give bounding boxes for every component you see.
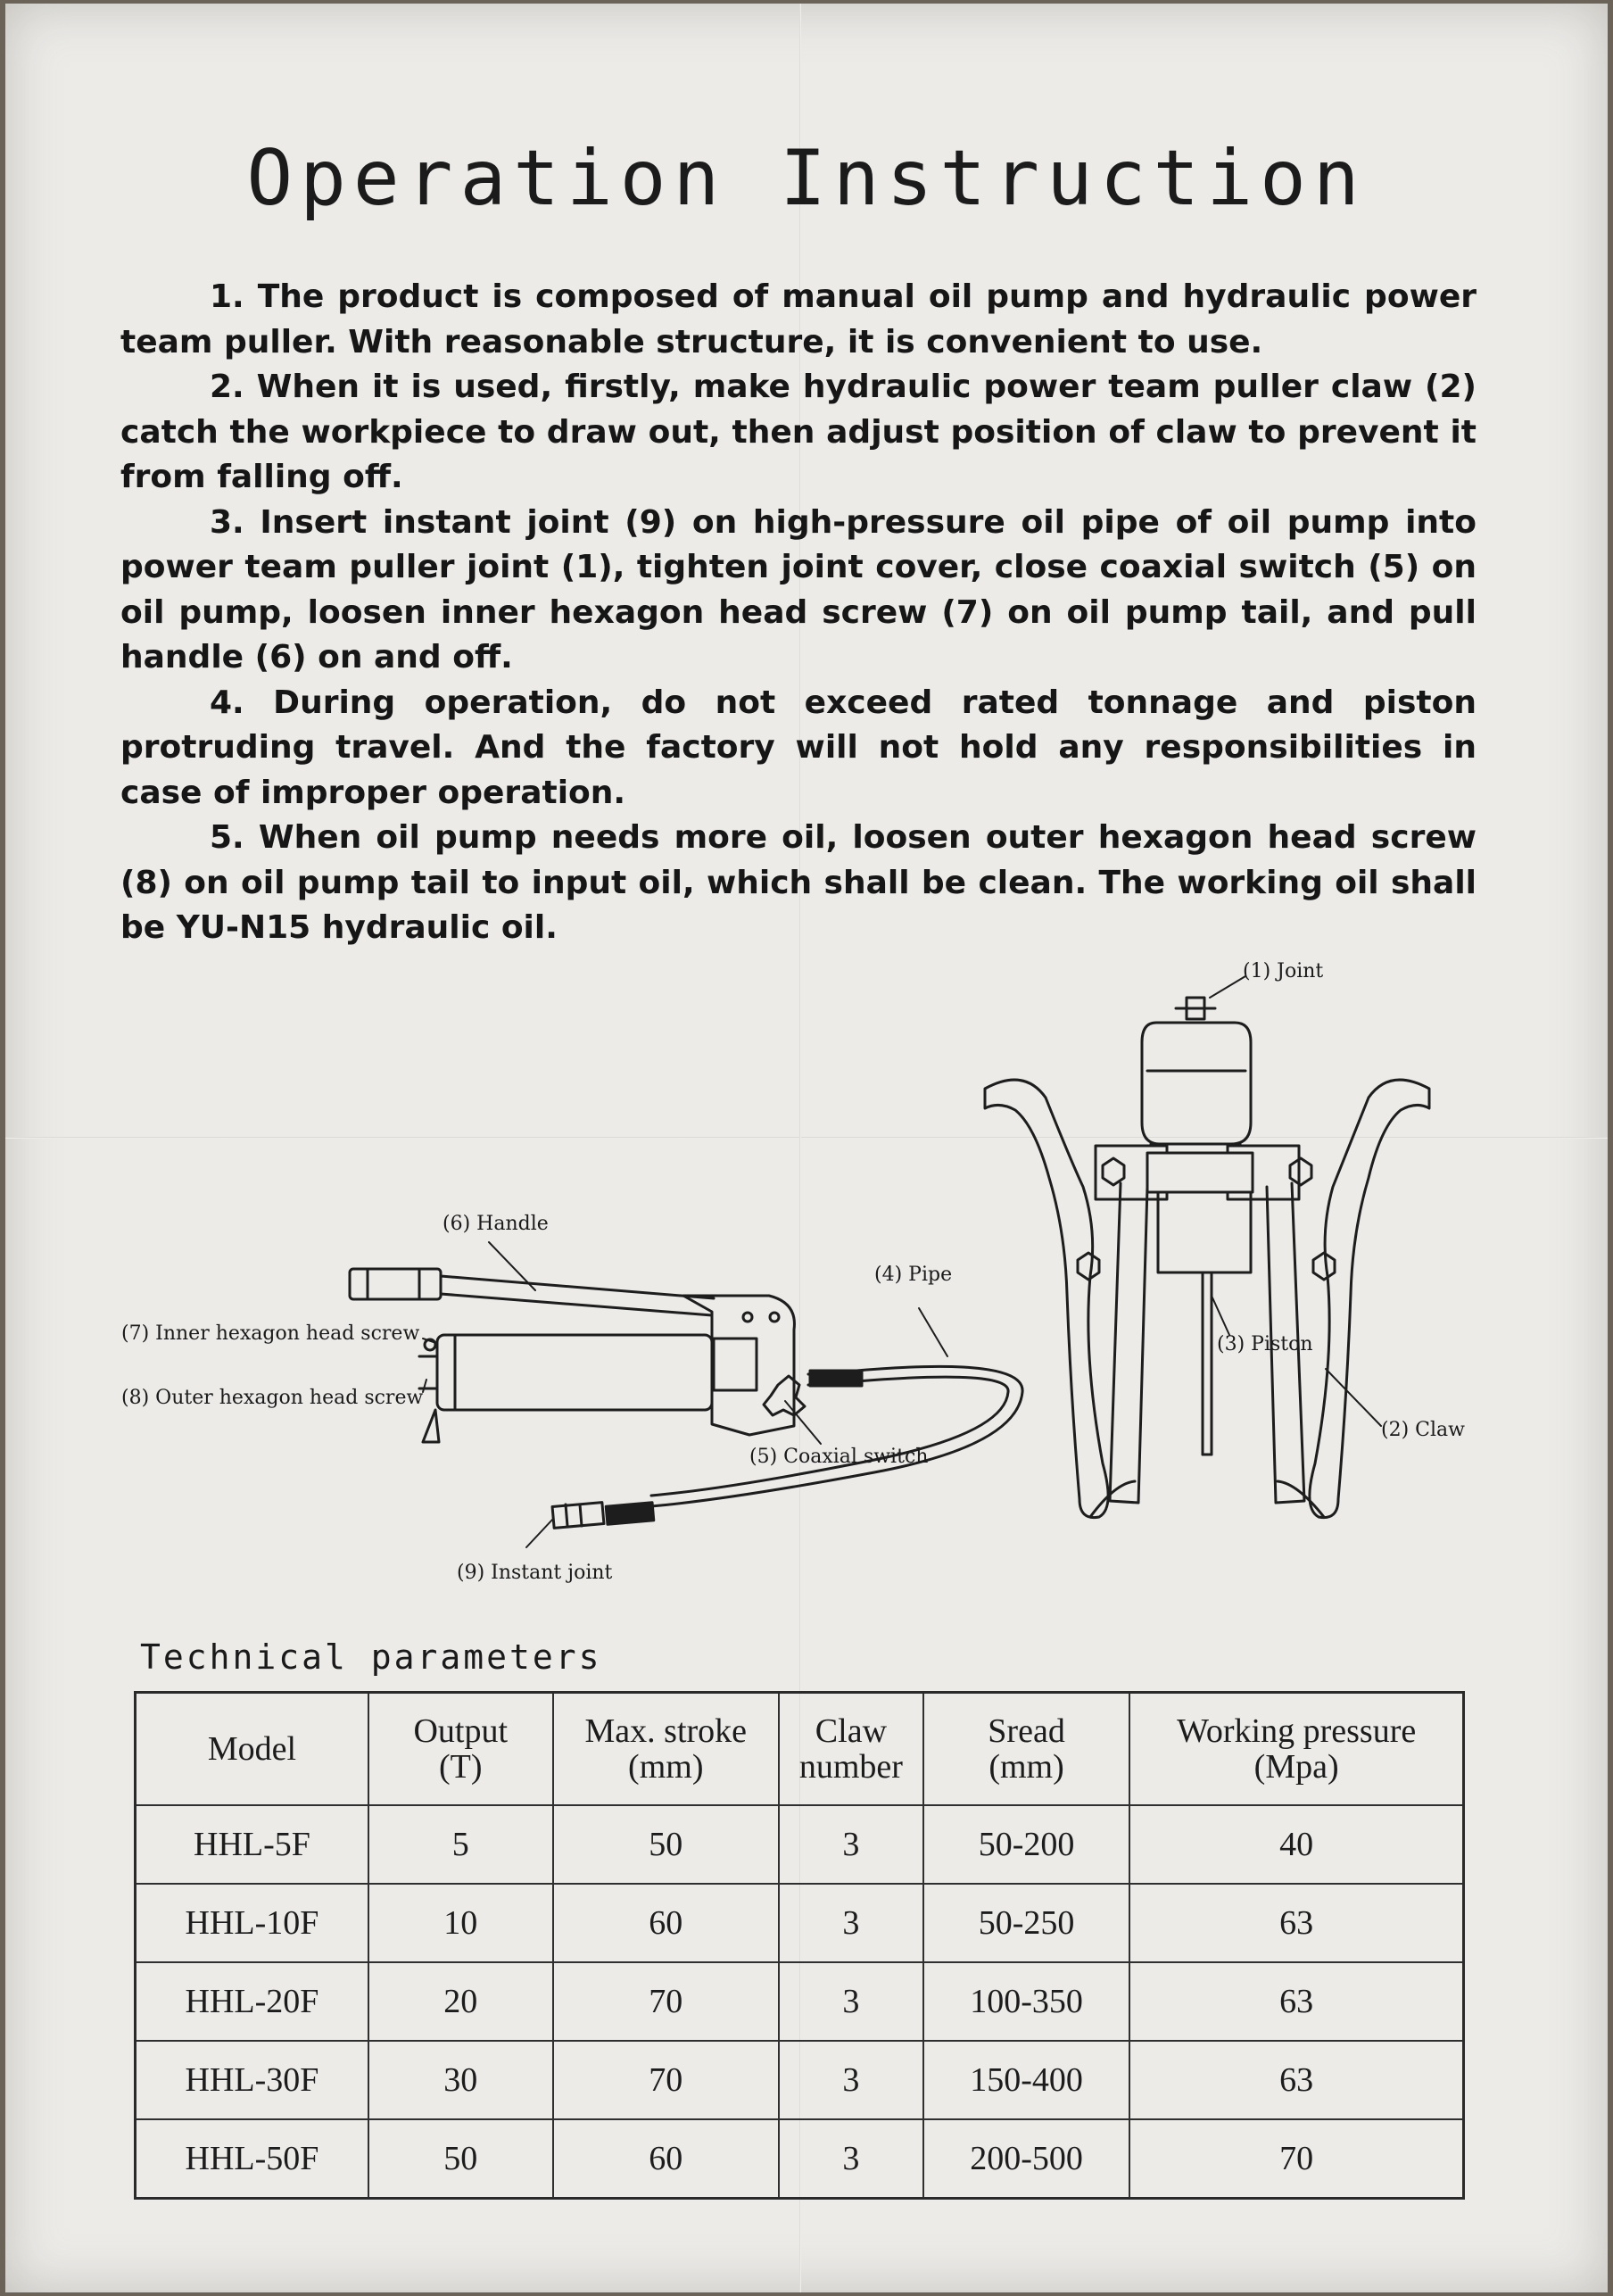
cell-max-stroke: 60 [553, 1884, 779, 1962]
table-row [136, 1805, 1464, 1884]
label-outer-screw: (8) Outer hexagon head screw [121, 1387, 424, 1409]
pump-handle-drawing [350, 1269, 714, 1315]
cell-claw-number: 3 [779, 2119, 923, 2199]
cell-claw-number: 3 [779, 1884, 923, 1962]
cell-claw-number: 3 [779, 2041, 923, 2119]
cell-model: HHL-30F [136, 2041, 368, 2119]
technical-parameters-heading: Technical parameters [140, 1637, 602, 1677]
label-joint: (1) Joint [1243, 960, 1324, 982]
instruction-1: 1. The product is composed of manual oil pump and hydraulic power team puller. With reasonable structure, it is convenient to use. [120, 278, 1477, 361]
header-model: Model [136, 1693, 368, 1806]
header-spread: Sread (mm) [923, 1693, 1129, 1806]
instruction-5: 5. When oil pump needs more oil, loosen outer hexagon head screw (8) on oil pump tail to input oil, which shall be clean. The working oil shall be YU-N15 hydraulic oil. [120, 819, 1477, 946]
label-inner-screw: (7) Inner hexagon head screw [121, 1322, 420, 1345]
cell-spread: 50-200 [923, 1805, 1129, 1884]
cell-working-pressure: 63 [1129, 1884, 1463, 1962]
cell-output: 10 [368, 1884, 553, 1962]
label-piston: (3) Piston [1217, 1333, 1313, 1355]
cell-spread: 150-400 [923, 2041, 1129, 2119]
instruction-4: 4. During operation, do not exceed rated tonnage and piston protruding travel. And the factory will not hold any responsibilities in case of improper operation. [120, 684, 1477, 811]
label-pipe: (4) Pipe [874, 1264, 953, 1286]
instruction-2: 2. When it is used, firstly, make hydraulic power team puller claw (2) catch the workpiece to draw out, then adjust position of claw to prevent it from falling off. [120, 369, 1477, 495]
header-claw-number: Claw number [779, 1693, 923, 1806]
cell-spread: 200-500 [923, 2119, 1129, 2199]
cell-working-pressure: 70 [1129, 2119, 1463, 2199]
table-header-row [136, 1693, 1464, 1806]
cell-model: HHL-5F [136, 1805, 368, 1884]
pump-body-drawing [419, 1296, 805, 1442]
cell-output: 5 [368, 1805, 553, 1884]
cell-model: HHL-10F [136, 1884, 368, 1962]
table-row [136, 2119, 1464, 2199]
header-max-stroke: Max. stroke (mm) [553, 1693, 779, 1806]
puller-drawing [985, 998, 1429, 1518]
cell-max-stroke: 70 [553, 2041, 779, 2119]
page-title: Operation Instruction [246, 134, 1367, 223]
cell-spread: 50-250 [923, 1884, 1129, 1962]
table-row [136, 1962, 1464, 2041]
header-output: Output (T) [368, 1693, 553, 1806]
cell-working-pressure: 63 [1129, 1962, 1463, 2041]
cell-max-stroke: 70 [553, 1962, 779, 2041]
cell-max-stroke: 50 [553, 1805, 779, 1884]
cell-model: HHL-20F [136, 1962, 368, 2041]
cell-output: 20 [368, 1962, 553, 2041]
cell-claw-number: 3 [779, 1805, 923, 1884]
cell-working-pressure: 40 [1129, 1805, 1463, 1884]
cell-spread: 100-350 [923, 1962, 1129, 2041]
cell-claw-number: 3 [779, 1962, 923, 2041]
label-coaxial-switch: (5) Coaxial switch [749, 1446, 929, 1468]
label-claw: (2) Claw [1381, 1419, 1465, 1441]
header-working-pressure: Working pressure (Mpa) [1129, 1693, 1463, 1806]
cell-output: 30 [368, 2041, 553, 2119]
technical-parameters-table [134, 1691, 1465, 2200]
cell-model: HHL-50F [136, 2119, 368, 2199]
cell-working-pressure: 63 [1129, 2041, 1463, 2119]
table-row [136, 2041, 1464, 2119]
cell-max-stroke: 60 [553, 2119, 779, 2199]
label-instant-joint: (9) Instant joint [457, 1562, 613, 1584]
label-handle: (6) Handle [443, 1213, 549, 1235]
table-row [136, 1884, 1464, 1962]
cell-output: 50 [368, 2119, 553, 2199]
instruction-3: 3. Insert instant joint (9) on high-pressure oil pipe of oil pump into power team puller joint (1), tighten joint cover, close coaxial switch (5) on oil pump, loosen inner hexagon head screw (7) on oil pump tail, and pull handle (6) on and off. [120, 503, 1477, 676]
